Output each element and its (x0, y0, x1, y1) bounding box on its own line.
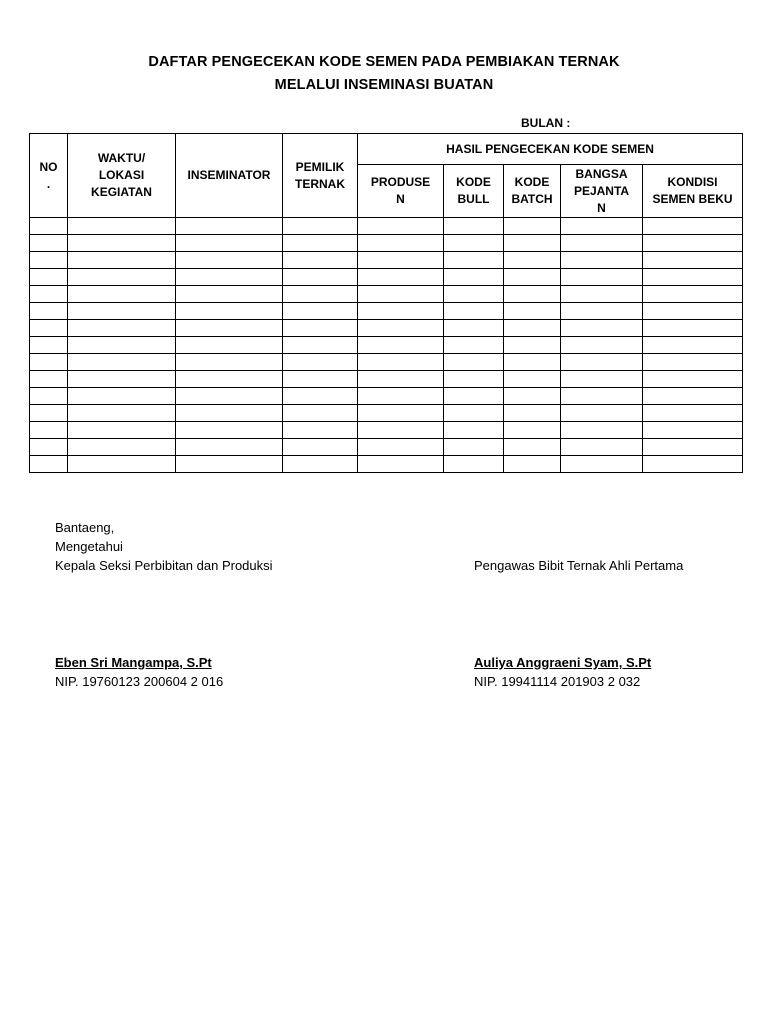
table-cell (504, 337, 561, 354)
table-cell (68, 286, 176, 303)
table-cell (504, 354, 561, 371)
header-kondisi-semen-beku: KONDISI SEMEN BEKU (643, 165, 743, 218)
header-produsen: PRODUSE N (358, 165, 444, 218)
table-cell (358, 303, 444, 320)
table-cell (68, 388, 176, 405)
table-cell (283, 337, 358, 354)
table-cell (30, 456, 68, 473)
header-bangsa-pejantan: BANGSA PEJANTA N (561, 165, 643, 218)
table-cell (30, 269, 68, 286)
header-kode-bull: KODE BULL (444, 165, 504, 218)
table-cell (283, 320, 358, 337)
signature-left-title: Kepala Seksi Perbibitan dan Produksi (55, 558, 273, 573)
table-cell (561, 320, 643, 337)
table-cell (283, 286, 358, 303)
table-cell (68, 405, 176, 422)
signature-left-nip: NIP. 19760123 200604 2 016 (55, 674, 224, 689)
table-row (30, 320, 743, 337)
table-cell (68, 371, 176, 388)
table-cell (643, 371, 743, 388)
table-cell (176, 439, 283, 456)
table-cell (504, 269, 561, 286)
header-no: NO . (30, 134, 68, 218)
table-cell (444, 286, 504, 303)
table-row (30, 371, 743, 388)
table-cell (504, 456, 561, 473)
table-row (30, 303, 743, 320)
table-cell (444, 422, 504, 439)
table-cell (561, 303, 643, 320)
table-row (30, 405, 743, 422)
table-cell (283, 405, 358, 422)
table-cell (504, 286, 561, 303)
signature-right-nip: NIP. 19941114 201903 2 032 (474, 674, 641, 689)
table-cell (283, 388, 358, 405)
table-cell (30, 303, 68, 320)
signature-place: Bantaeng, (55, 520, 115, 535)
table-cell (358, 218, 444, 235)
table-cell (176, 286, 283, 303)
table-row (30, 354, 743, 371)
table-cell (444, 405, 504, 422)
table-cell (504, 320, 561, 337)
table-cell (643, 269, 743, 286)
table-cell (561, 388, 643, 405)
table-cell (643, 337, 743, 354)
table-cell (504, 218, 561, 235)
table-cell (444, 252, 504, 269)
table-cell (643, 388, 743, 405)
table-row (30, 218, 743, 235)
table-cell (283, 235, 358, 252)
table-cell (643, 422, 743, 439)
table-cell (283, 456, 358, 473)
table-cell (561, 422, 643, 439)
table-cell (358, 388, 444, 405)
table-cell (176, 388, 283, 405)
table-cell (504, 303, 561, 320)
table-cell (30, 439, 68, 456)
header-kode-batch: KODE BATCH (504, 165, 561, 218)
table-cell (176, 320, 283, 337)
table-cell (444, 371, 504, 388)
table-cell (68, 320, 176, 337)
table-cell (561, 354, 643, 371)
table-row (30, 269, 743, 286)
signature-mengetahui: Mengetahui (55, 539, 123, 554)
table-row (30, 456, 743, 473)
semen-check-table (29, 133, 743, 473)
table-cell (561, 439, 643, 456)
table-cell (561, 286, 643, 303)
table-cell (444, 456, 504, 473)
table-cell (504, 405, 561, 422)
table-cell (30, 252, 68, 269)
table-cell (561, 218, 643, 235)
table-cell (176, 422, 283, 439)
table-row (30, 286, 743, 303)
table-cell (358, 371, 444, 388)
table-cell (643, 405, 743, 422)
table-cell (283, 422, 358, 439)
table-cell (176, 252, 283, 269)
table-cell (643, 354, 743, 371)
table-cell (504, 371, 561, 388)
table-cell (504, 235, 561, 252)
header-inseminator: INSEMINATOR (176, 134, 283, 218)
table-cell (643, 235, 743, 252)
table-cell (358, 320, 444, 337)
table-cell (176, 235, 283, 252)
table-cell (68, 269, 176, 286)
table-cell (358, 252, 444, 269)
table-cell (176, 456, 283, 473)
table-cell (30, 422, 68, 439)
table-cell (176, 371, 283, 388)
table-cell (176, 337, 283, 354)
table-cell (643, 303, 743, 320)
table-cell (504, 439, 561, 456)
table-cell (30, 286, 68, 303)
table-body (30, 218, 743, 473)
table-cell (283, 354, 358, 371)
table-cell (30, 371, 68, 388)
table-row (30, 337, 743, 354)
table-cell (444, 439, 504, 456)
table-cell (444, 320, 504, 337)
table-cell (30, 320, 68, 337)
table-cell (444, 388, 504, 405)
table-cell (68, 354, 176, 371)
table-cell (68, 218, 176, 235)
header-pemilik-ternak: PEMILIK TERNAK (283, 134, 358, 218)
table-cell (358, 269, 444, 286)
table-cell (561, 456, 643, 473)
table-row (30, 422, 743, 439)
table-cell (643, 320, 743, 337)
table-cell (561, 371, 643, 388)
table-cell (444, 218, 504, 235)
table-cell (30, 388, 68, 405)
table-cell (643, 439, 743, 456)
table-cell (561, 337, 643, 354)
table-cell (68, 456, 176, 473)
signature-left-name: Eben Sri Mangampa, S.Pt (55, 655, 212, 670)
table-row (30, 235, 743, 252)
table-cell (561, 235, 643, 252)
table-cell (643, 252, 743, 269)
table-cell (444, 269, 504, 286)
table-cell (283, 439, 358, 456)
table-cell (358, 456, 444, 473)
table-cell (643, 218, 743, 235)
table-cell (176, 269, 283, 286)
table-cell (68, 303, 176, 320)
header-hasil-pengecekan: HASIL PENGECEKAN KODE SEMEN (358, 134, 743, 165)
table-cell (176, 354, 283, 371)
table-row (30, 439, 743, 456)
table-cell (358, 286, 444, 303)
table-cell (68, 235, 176, 252)
table-cell (444, 303, 504, 320)
table-cell (283, 252, 358, 269)
table-cell (643, 456, 743, 473)
table-cell (68, 422, 176, 439)
table-cell (30, 218, 68, 235)
table-cell (68, 337, 176, 354)
table-cell (358, 439, 444, 456)
table-cell (283, 269, 358, 286)
month-label: BULAN : (521, 116, 571, 130)
table-cell (283, 218, 358, 235)
table-cell (504, 422, 561, 439)
table-cell (283, 303, 358, 320)
table-cell (283, 371, 358, 388)
table-cell (444, 235, 504, 252)
table-cell (176, 218, 283, 235)
table-cell (30, 337, 68, 354)
table-cell (561, 252, 643, 269)
table-cell (444, 354, 504, 371)
table-cell (68, 439, 176, 456)
table-cell (444, 337, 504, 354)
signature-right-title: Pengawas Bibit Ternak Ahli Pertama (474, 558, 684, 573)
table-cell (358, 337, 444, 354)
signature-right-name: Auliya Anggraeni Syam, S.Pt (474, 655, 652, 670)
table-cell (358, 422, 444, 439)
table-cell (504, 388, 561, 405)
table-cell (643, 286, 743, 303)
document-title-line-1: DAFTAR PENGECEKAN KODE SEMEN PADA PEMBIAKAN TERNAK (148, 54, 620, 70)
table-cell (358, 235, 444, 252)
table-cell (176, 405, 283, 422)
table-cell (504, 252, 561, 269)
header-waktu-lokasi: WAKTU/ LOKASI KEGIATAN (68, 134, 176, 218)
document-title-line-2: MELALUI INSEMINASI BUATAN (274, 77, 494, 93)
table-cell (561, 269, 643, 286)
table-cell (68, 252, 176, 269)
table-cell (358, 405, 444, 422)
table-cell (561, 405, 643, 422)
table-cell (176, 303, 283, 320)
table-row (30, 252, 743, 269)
table-cell (358, 354, 444, 371)
table-cell (30, 235, 68, 252)
table-row (30, 388, 743, 405)
table-cell (30, 354, 68, 371)
table-cell (30, 405, 68, 422)
